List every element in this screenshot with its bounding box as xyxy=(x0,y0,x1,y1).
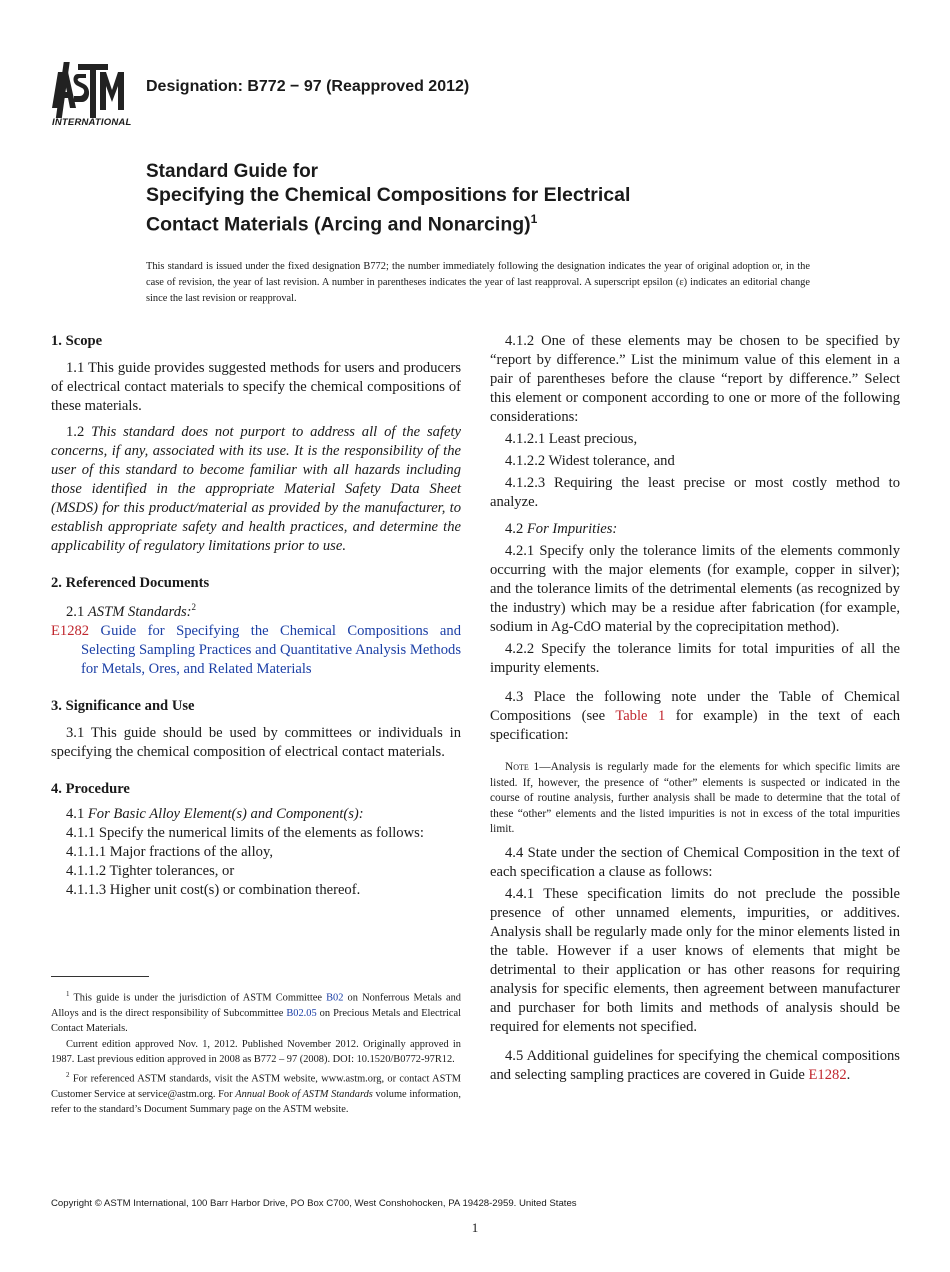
right-column xyxy=(490,332,900,1085)
left-column xyxy=(51,332,461,900)
para-1-2-num: 1.2 xyxy=(66,424,92,440)
para-4-5-a: 4.5 Additional guidelines for specifying the chemical compositions and selecting sampling practices are covered in Guide xyxy=(490,1047,900,1083)
copyright: Copyright © ASTM International, 100 Barr Harbor Drive, PO Box C700, West Conshohocken, PA 19428-2959. United States xyxy=(51,1198,577,1209)
footnote-rule xyxy=(51,976,149,977)
section-4-heading: 4. Procedure xyxy=(51,780,130,797)
logo-text: INTERNATIONAL xyxy=(52,117,132,128)
note-1-label: Note 1 xyxy=(505,761,540,773)
ref-title-link[interactable]: Guide for Specifying the Chemical Compositions and Selecting Sampling Practices and Quantitative Analysis Methods for Metals, Ores, and Related Materials xyxy=(81,622,461,677)
para-1-2-text: This standard does not purport to address all of the safety concerns, if any, associated with its use. It is the responsibility of the user of this standard to become familiar with all hazards including those identified in the appropriate Material Safety Data Sheet (MSDS) for this product/material as provided by the manufacturer, to establish appropriate safety and health practices, and determine the applicability of regulatory limitations prior to use. xyxy=(51,424,461,554)
para-2-1-sup: 2 xyxy=(191,602,197,612)
para-4-1-1-2: 4.1.1.2 Tighter tolerances, or xyxy=(66,862,235,879)
para-4-2 xyxy=(490,520,900,539)
b02-05-link[interactable]: B02.05 xyxy=(286,1007,317,1019)
reference-e1282 xyxy=(51,622,461,679)
title-line-1: Standard Guide for xyxy=(146,161,319,182)
designation: Designation: B772 − 97 (Reapproved 2012) xyxy=(146,78,470,95)
para-4-3 xyxy=(490,688,900,745)
para-4-1-2-2: 4.1.2.2 Widest tolerance, and xyxy=(505,453,675,469)
para-4-4: 4.4 State under the section of Chemical Composition in the text of each specification a clause as follows: xyxy=(490,844,900,880)
section-3-heading: 3. Significance and Use xyxy=(51,697,195,714)
para-4-2-text: For Impurities: xyxy=(526,521,618,537)
footnote-2-mark: 2 xyxy=(66,1070,70,1079)
footnote-1-c: on Precious Metals and Electrical Contact Materials. xyxy=(51,1007,461,1035)
title-footnote-mark: 1 xyxy=(530,212,538,226)
footnote-2-italic: Annual Book of ASTM Standards xyxy=(235,1088,373,1100)
note-1 xyxy=(490,760,900,838)
para-4-1-2-3: 4.1.2.3 Requiring the least precise or most costly method to analyze. xyxy=(490,475,900,510)
footnote-2-b: volume information, refer to the standard’s Document Summary page on the ASTM website. xyxy=(51,1088,461,1116)
title-line-3 xyxy=(146,207,846,237)
section-1-heading: 1. Scope xyxy=(51,333,103,349)
para-4-1-2-1: 4.1.2.1 Least precious, xyxy=(505,431,638,447)
para-2-1 xyxy=(51,598,461,622)
para-4-2-num: 4.2 xyxy=(505,521,527,537)
para-2-1-num: 2.1 xyxy=(66,603,88,620)
footnote-1 xyxy=(51,987,461,1037)
page-number: 1 xyxy=(471,1220,479,1235)
footnote-1-mark: 1 xyxy=(66,990,70,998)
e1282-link[interactable]: E1282 xyxy=(808,1066,847,1083)
para-4-5 xyxy=(490,1047,900,1085)
para-4-2-1: 4.2.1 Specify only the tolerance limits of the elements commonly occurring with the major elements (for example, copper in silver); and the tolerance limits of the detrimental elements (as recognized by the industry) which may be a residue after fabrication (for example, sodium in Ag-CdO material by the coprecipitation method). xyxy=(490,543,900,635)
footnote-1-edition: Current edition approved Nov. 1, 2012. Published November 2012. Originally approved in 1987. Last previous edition approved in 2008 as B772 – 97 (2008). DOI: 10.1520/B0772-97R12. xyxy=(51,1038,461,1066)
para-4-1-1: 4.1.1 Specify the numerical limits of the elements as follows: xyxy=(66,824,424,841)
para-1-2 xyxy=(51,423,461,556)
para-4-1-1-1: 4.1.1.1 Major fractions of the alloy, xyxy=(66,843,273,860)
para-4-4-1: 4.4.1 These specification limits do not preclude the possible presence of other unnamed elements, impurities, or additives. Analysis shall be regularly made only for the minor elements listed in the table. However if a user knows of elements that might be detrimental to their application or has other reasons for requiring analysis for specific elements, then agreement between manufacturer and purchaser for both limits and methods of analysis should be required for elements not specified. xyxy=(490,885,900,1035)
b02-link[interactable]: B02 xyxy=(326,992,344,1004)
para-4-1-2: 4.1.2 One of these elements may be chosen to be specified by “report by difference.” List the minimum value of this element in a pair of parentheses before the clause “report by difference.” Select this element or component according to one or more of the following considerations: xyxy=(490,333,900,425)
footnote-1-b: on Nonferrous Metals and Alloys and is the direct responsibility of Subcommittee xyxy=(51,992,461,1019)
para-4-1 xyxy=(51,805,461,824)
para-2-1-text: ASTM Standards: xyxy=(87,603,192,620)
footnotes xyxy=(51,987,461,1118)
astm-logo xyxy=(50,60,136,134)
para-4-5-b: . xyxy=(846,1066,851,1083)
footnote-2-a: For referenced ASTM standards, visit the ASTM website, www.astm.org, or contact ASTM Customer Service at service@astm.org. For xyxy=(51,1073,461,1100)
para-1-1: 1.1 This guide provides suggested methods for users and producers of electrical contact materials to specify the chemical compositions of these materials. xyxy=(51,360,461,414)
footnote-2 xyxy=(51,1068,461,1118)
ref-code-link[interactable]: E1282 xyxy=(51,622,90,639)
para-4-1-num: 4.1 xyxy=(66,805,88,822)
para-4-1-text: For Basic Alloy Element(s) and Component(s): xyxy=(87,805,364,822)
note-1-text: —Analysis is regularly made for the elements for which specific limits are listed. If, however, the presence of “other” elements is suspected or indicated in the course of routine analysis, further analysis shall be made to determine that the total of these “other” elements and the listed impurities is not in excess of the total impurities limit. xyxy=(490,761,900,835)
para-4-1-1-3: 4.1.1.3 Higher unit cost(s) or combination thereof. xyxy=(66,881,361,898)
section-2-heading: 2. Referenced Documents xyxy=(51,575,210,591)
para-4-3-a: 4.3 Place the following note under the Table of Chemical Compositions (see xyxy=(490,689,900,724)
para-4-2-2: 4.2.2 Specify the tolerance limits for total impurities of all the impurity elements. xyxy=(490,641,900,676)
table-1-link[interactable]: Table 1 xyxy=(615,708,666,724)
preamble: This standard is issued under the fixed designation B772; the number immediately following the designation indicates the year of original adoption or, in the case of revision, the year of last revision. A number in parentheses indicates the year of last reapproval. A superscript epsilon (ε) indicates an editorial change since the last revision or reapproval. xyxy=(146,261,810,304)
title-line-2: Specifying the Chemical Compositions for Electrical xyxy=(146,184,631,206)
footnote-1-a: This guide is under the jurisdiction of ASTM Committee xyxy=(69,992,327,1004)
para-4-3-b: for example) in the text of each specification: xyxy=(490,708,900,743)
title-line-3-text: Contact Materials (Arcing and Nonarcing) xyxy=(146,213,531,236)
title-block xyxy=(146,160,846,237)
para-3-1: 3.1 This guide should be used by committees or individuals in specifying the chemical composition of electrical contact materials. xyxy=(51,724,461,760)
